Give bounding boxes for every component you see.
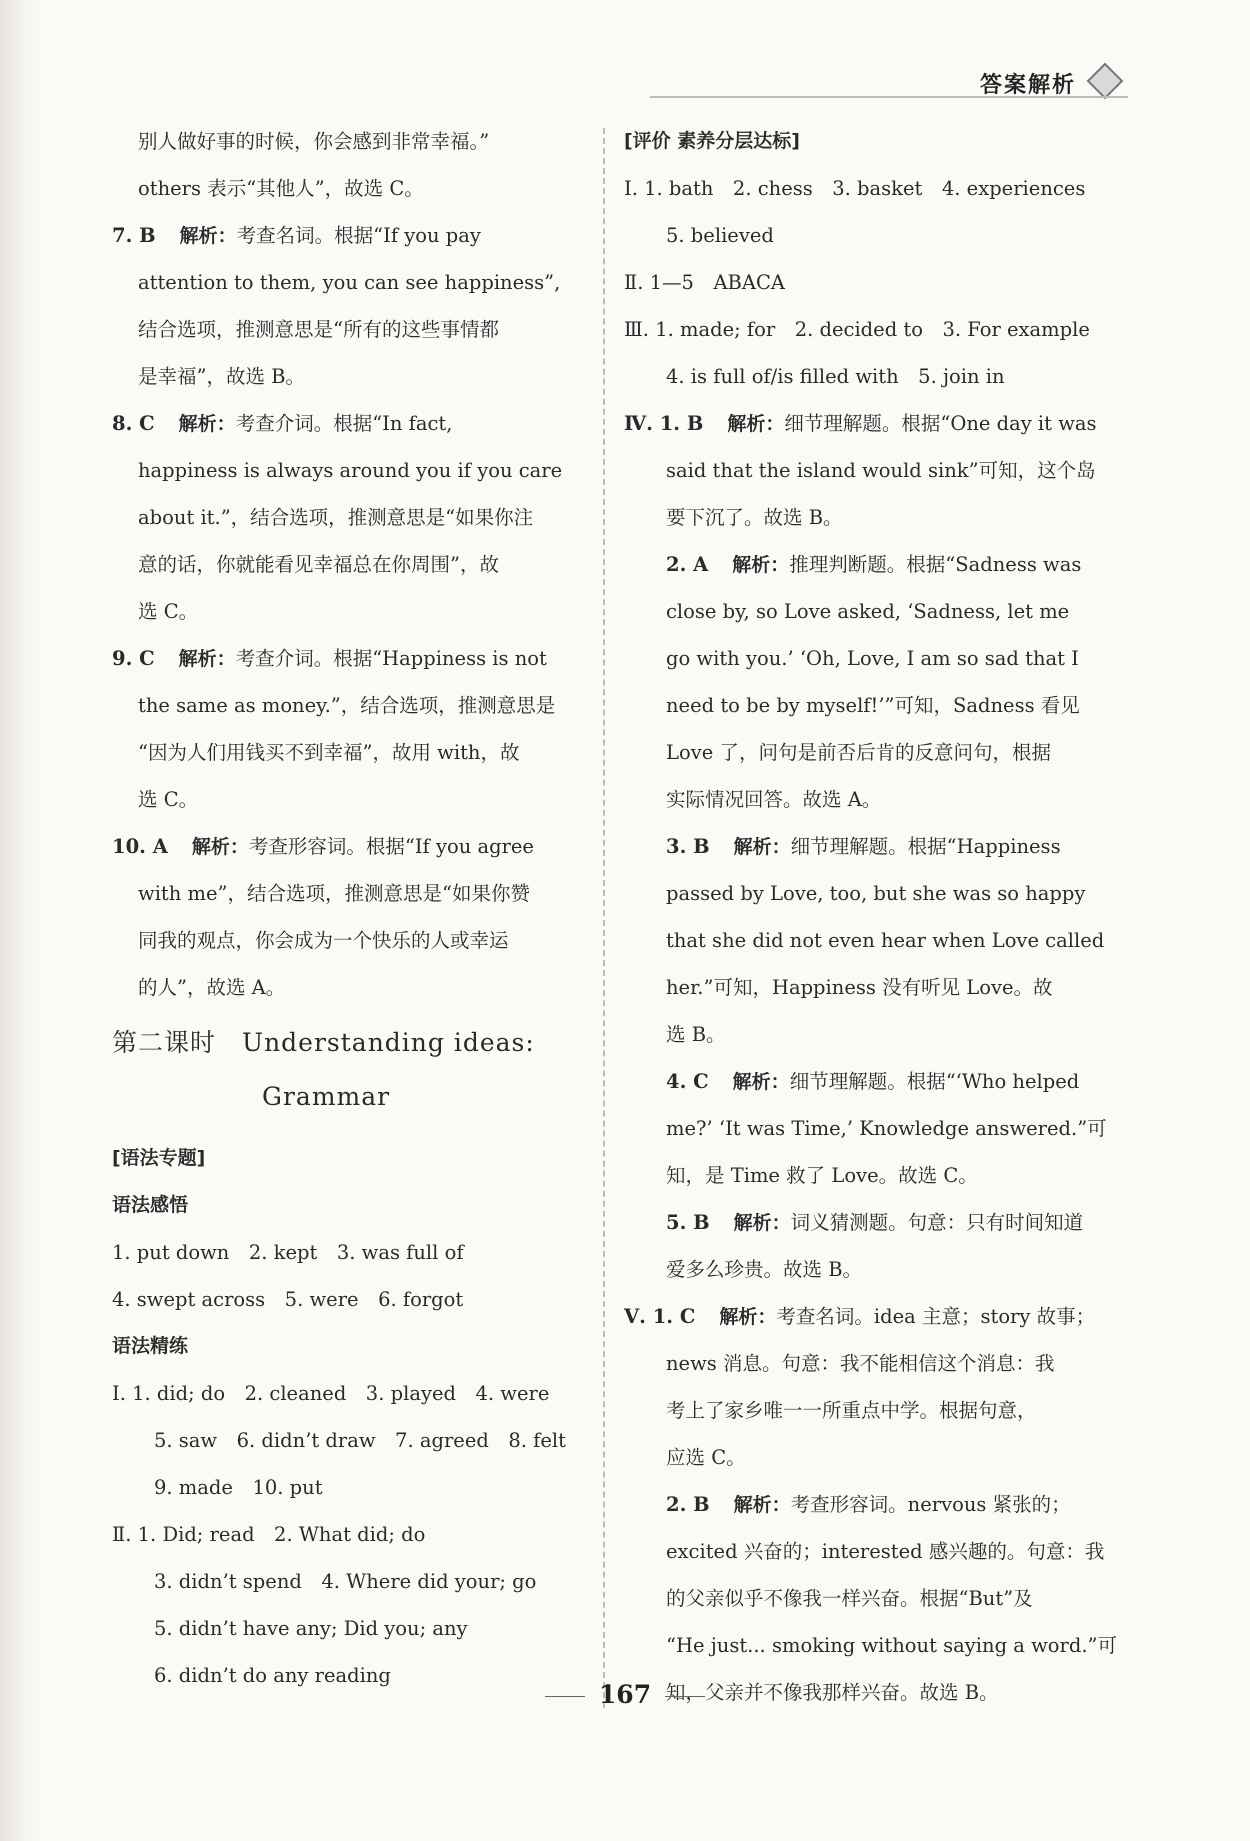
analysis-label: 解析：	[178, 648, 236, 670]
subsection-heading: 语法精练	[112, 1335, 189, 1357]
answer-line	[624, 1434, 1134, 1481]
answer-line	[624, 1528, 1134, 1575]
answer-line	[624, 729, 1134, 776]
answer-line	[624, 1481, 1134, 1528]
analysis-label: 解析：	[733, 1494, 791, 1516]
answer-text: 5. saw 6. didn’t draw 7. agreed 8. felt	[154, 1429, 566, 1452]
answer-line	[624, 964, 1134, 1011]
answer-line	[624, 1152, 1134, 1199]
answer-line	[624, 917, 1134, 964]
answer-text: 词义猜测题。句意：只有时间知道	[790, 1211, 1084, 1234]
answer-text: go with you.’ ‘Oh, Love, I am so sad that I	[666, 647, 1079, 670]
answer-line	[624, 1575, 1134, 1622]
answer-text: the same as money.”，结合选项，推测意思是	[138, 694, 556, 717]
answer-line	[624, 1622, 1134, 1669]
left-answers	[112, 118, 602, 1011]
answer-text: attention to them, you can see happiness”,	[138, 271, 561, 294]
section-bracket-heading: [评价 素养分层达标]	[624, 130, 800, 152]
lesson-heading-line2: Grammar	[262, 1082, 391, 1111]
answer-line	[624, 1340, 1134, 1387]
answer-line	[624, 306, 1134, 353]
answer-text: 考查介词。根据“In fact,	[235, 412, 453, 435]
answer-text: passed by Love, too, but she was so happy	[666, 882, 1086, 905]
page-number-footer	[0, 1680, 1250, 1709]
answer-text: close by, so Love asked, ‘Sadness, let me	[666, 600, 1070, 623]
lesson-heading	[112, 1015, 602, 1123]
analysis-label: 解析：	[719, 1306, 777, 1328]
answer-line	[112, 682, 602, 729]
answer-text: said that the island would sink”可知，这个岛	[666, 459, 1096, 482]
item-number: 8. C	[112, 412, 155, 435]
answer-line	[624, 635, 1134, 682]
answer-text: Ⅱ. 1—5 ABACA	[624, 271, 785, 294]
answer-text: Ⅰ. 1. bath 2. chess 3. basket 4. experiences	[624, 177, 1086, 200]
answer-line	[112, 400, 602, 447]
item-number: 4. C	[666, 1070, 709, 1093]
answer-text: 细节理解题。根据“‘Who helped	[789, 1070, 1080, 1093]
footer-dash-right	[665, 1696, 705, 1697]
answer-text: 爱多么珍贵。故选 B。	[666, 1258, 863, 1281]
answer-text: Ⅰ. 1. did; do 2. cleaned 3. played 4. were	[112, 1382, 550, 1405]
answer-text: Ⅲ. 1. made; for 2. decided to 3. For example	[624, 318, 1090, 341]
answer-text: 6. didn’t do any reading	[154, 1664, 391, 1687]
answer-line	[112, 1605, 602, 1652]
answer-text: others 表示“其他人”，故选 C。	[138, 177, 424, 200]
answer-text: 考查形容词。根据“If you agree	[248, 835, 534, 858]
answer-line	[112, 776, 602, 823]
answer-line	[624, 1293, 1134, 1340]
answer-line	[112, 1370, 602, 1417]
answer-text: 考查介词。根据“Happiness is not	[235, 647, 547, 670]
item-number: 5. B	[666, 1211, 710, 1234]
answer-text: 是幸福”，故选 B。	[138, 365, 305, 388]
answer-text: 结合选项，推测意思是“所有的这些事情都	[138, 318, 499, 341]
answer-line	[112, 588, 602, 635]
item-number: 7. B	[112, 224, 156, 247]
answer-text: that she did not even hear when Love called	[666, 929, 1105, 952]
left-column	[112, 118, 602, 1699]
grammar-section	[112, 1135, 602, 1699]
answer-text: her.”可知，Happiness 没有听见 Love。故	[666, 976, 1053, 999]
answer-line	[624, 776, 1134, 823]
answer-line	[112, 1464, 602, 1511]
item-number: 9. C	[112, 647, 155, 670]
item-number: 2. A	[666, 553, 709, 576]
analysis-label: 解析：	[191, 836, 249, 858]
answer-line	[112, 494, 602, 541]
answer-text: 考查名词。idea 主意；story 故事；	[776, 1305, 1096, 1328]
answer-text: 实际情况回答。故选 A。	[666, 788, 882, 811]
item-number: 10. A	[112, 835, 168, 858]
analysis-label: 解析：	[733, 836, 791, 858]
answer-text: 要下沉了。故选 B。	[666, 506, 843, 529]
answer-text: “He just... smoking without saying a word.”可	[666, 1634, 1117, 1657]
answer-line	[112, 1276, 602, 1323]
answer-line	[112, 259, 602, 306]
answer-line	[624, 353, 1134, 400]
answer-line	[112, 1511, 602, 1558]
item-number: 2. B	[666, 1493, 710, 1516]
answer-text: happiness is always around you if you care	[138, 459, 563, 482]
answer-text: 选 B。	[666, 1023, 726, 1046]
answer-text: 1. put down 2. kept 3. was full of	[112, 1241, 464, 1264]
answer-line	[112, 447, 602, 494]
subsection-heading: 语法感悟	[112, 1194, 189, 1216]
answer-text: 9. made 10. put	[154, 1476, 323, 1499]
answer-line	[112, 165, 602, 212]
answer-text: 的父亲似乎不像我一样兴奋。根据“But”及	[666, 1587, 1033, 1610]
diamond-icon	[1087, 63, 1124, 100]
answer-line	[624, 1387, 1134, 1434]
answer-text: me?’ ‘It was Time,’ Knowledge answered.”可	[666, 1117, 1107, 1140]
answer-line	[624, 682, 1134, 729]
answer-text: 5. didn’t have any; Did you; any	[154, 1617, 468, 1640]
answer-line	[624, 823, 1134, 870]
answer-line	[624, 870, 1134, 917]
answer-line	[112, 1417, 602, 1464]
page-number: 167	[598, 1680, 652, 1709]
answer-text: excited 兴奋的；interested 感兴趣的。句意：我	[666, 1540, 1105, 1563]
answer-line	[624, 588, 1134, 635]
answer-line	[624, 1199, 1134, 1246]
answer-text: 意的话，你就能看见幸福总在你周围”，故	[138, 553, 499, 576]
analysis-label: 解析：	[732, 554, 790, 576]
answer-text: Ⅱ. 1. Did; read 2. What did; do	[112, 1523, 426, 1546]
answer-text: 考查名词。根据“If you pay	[236, 224, 481, 247]
answer-text: 细节理解题。根据“One day it was	[784, 412, 1097, 435]
answer-line	[624, 212, 1134, 259]
answer-text: 知，是 Time 救了 Love。故选 C。	[666, 1164, 978, 1187]
answer-line	[112, 306, 602, 353]
answer-line	[112, 917, 602, 964]
answer-text: 知，父亲并不像我那样兴奋。故选 B。	[666, 1681, 999, 1704]
analysis-label: 解析：	[178, 413, 236, 435]
answer-text: with me”，结合选项，推测意思是“如果你赞	[138, 882, 530, 905]
answer-text: 考查形容词。nervous 紧张的；	[790, 1493, 1071, 1516]
answer-line	[624, 400, 1134, 447]
item-number: Ⅴ. 1. C	[624, 1305, 696, 1328]
answer-line	[624, 259, 1134, 306]
analysis-label: 解析：	[179, 225, 237, 247]
answer-line	[112, 541, 602, 588]
answer-text: 细节理解题。根据“Happiness	[790, 835, 1061, 858]
analysis-label: 解析：	[727, 413, 785, 435]
answer-line	[624, 1011, 1134, 1058]
answer-text: need to be by myself!’”可知，Sadness 看见	[666, 694, 1080, 717]
answer-text: 4. is full of/is filled with 5. join in	[666, 365, 1005, 388]
column-divider	[603, 128, 605, 1708]
answer-text: 考上了家乡唯一一所重点中学。根据句意，	[666, 1399, 1037, 1422]
answer-text: 推理判断题。根据“Sadness was	[789, 553, 1082, 576]
answer-text: 3. didn’t spend 4. Where did your; go	[154, 1570, 537, 1593]
answer-line	[112, 729, 602, 776]
answer-line	[624, 1246, 1134, 1293]
answer-line	[624, 1058, 1134, 1105]
answer-line	[624, 165, 1134, 212]
answer-text: 4. swept across 5. were 6. forgot	[112, 1288, 464, 1311]
answer-line	[112, 964, 602, 1011]
section-bracket-heading: [语法专题]	[112, 1147, 206, 1169]
answer-line	[112, 870, 602, 917]
answer-line	[112, 1229, 602, 1276]
answer-line	[112, 823, 602, 870]
answer-text: 别人做好事的时候，你会感到非常幸福。”	[138, 130, 490, 153]
answer-text: about it.”，结合选项，推测意思是“如果你注	[138, 506, 534, 529]
answer-line	[624, 1105, 1134, 1152]
answer-text: news 消息。句意：我不能相信这个消息：我	[666, 1352, 1055, 1375]
answer-text: 的人”，故选 A。	[138, 976, 286, 999]
answer-text: 选 C。	[138, 600, 199, 623]
answer-line	[624, 447, 1134, 494]
answer-line	[112, 353, 602, 400]
answer-text: “因为人们用钱买不到幸福”，故用 with，故	[138, 741, 520, 764]
item-number: Ⅳ. 1. B	[624, 412, 704, 435]
right-column	[624, 118, 1134, 1716]
answer-line	[112, 118, 602, 165]
analysis-label: 解析：	[733, 1212, 791, 1234]
answer-line	[112, 212, 602, 259]
footer-dash-left	[545, 1696, 585, 1697]
answer-text: 选 C。	[138, 788, 199, 811]
answer-text: 5. believed	[666, 224, 774, 247]
answer-text: 应选 C。	[666, 1446, 746, 1469]
answer-line	[112, 635, 602, 682]
header-title: 答案解析	[980, 73, 1077, 98]
lesson-heading-line1: 第二课时 Understanding ideas:	[112, 1028, 535, 1057]
answer-text: Love 了，问句是前否后肯的反意问句，根据	[666, 741, 1051, 764]
answer-text: 同我的观点，你会成为一个快乐的人或幸运	[138, 929, 509, 952]
analysis-label: 解析：	[732, 1071, 790, 1093]
answer-line	[112, 1558, 602, 1605]
page-edge-shadow	[0, 0, 40, 1841]
answer-line	[624, 494, 1134, 541]
item-number: 3. B	[666, 835, 710, 858]
header-rule	[650, 96, 1128, 98]
answer-line	[624, 541, 1134, 588]
